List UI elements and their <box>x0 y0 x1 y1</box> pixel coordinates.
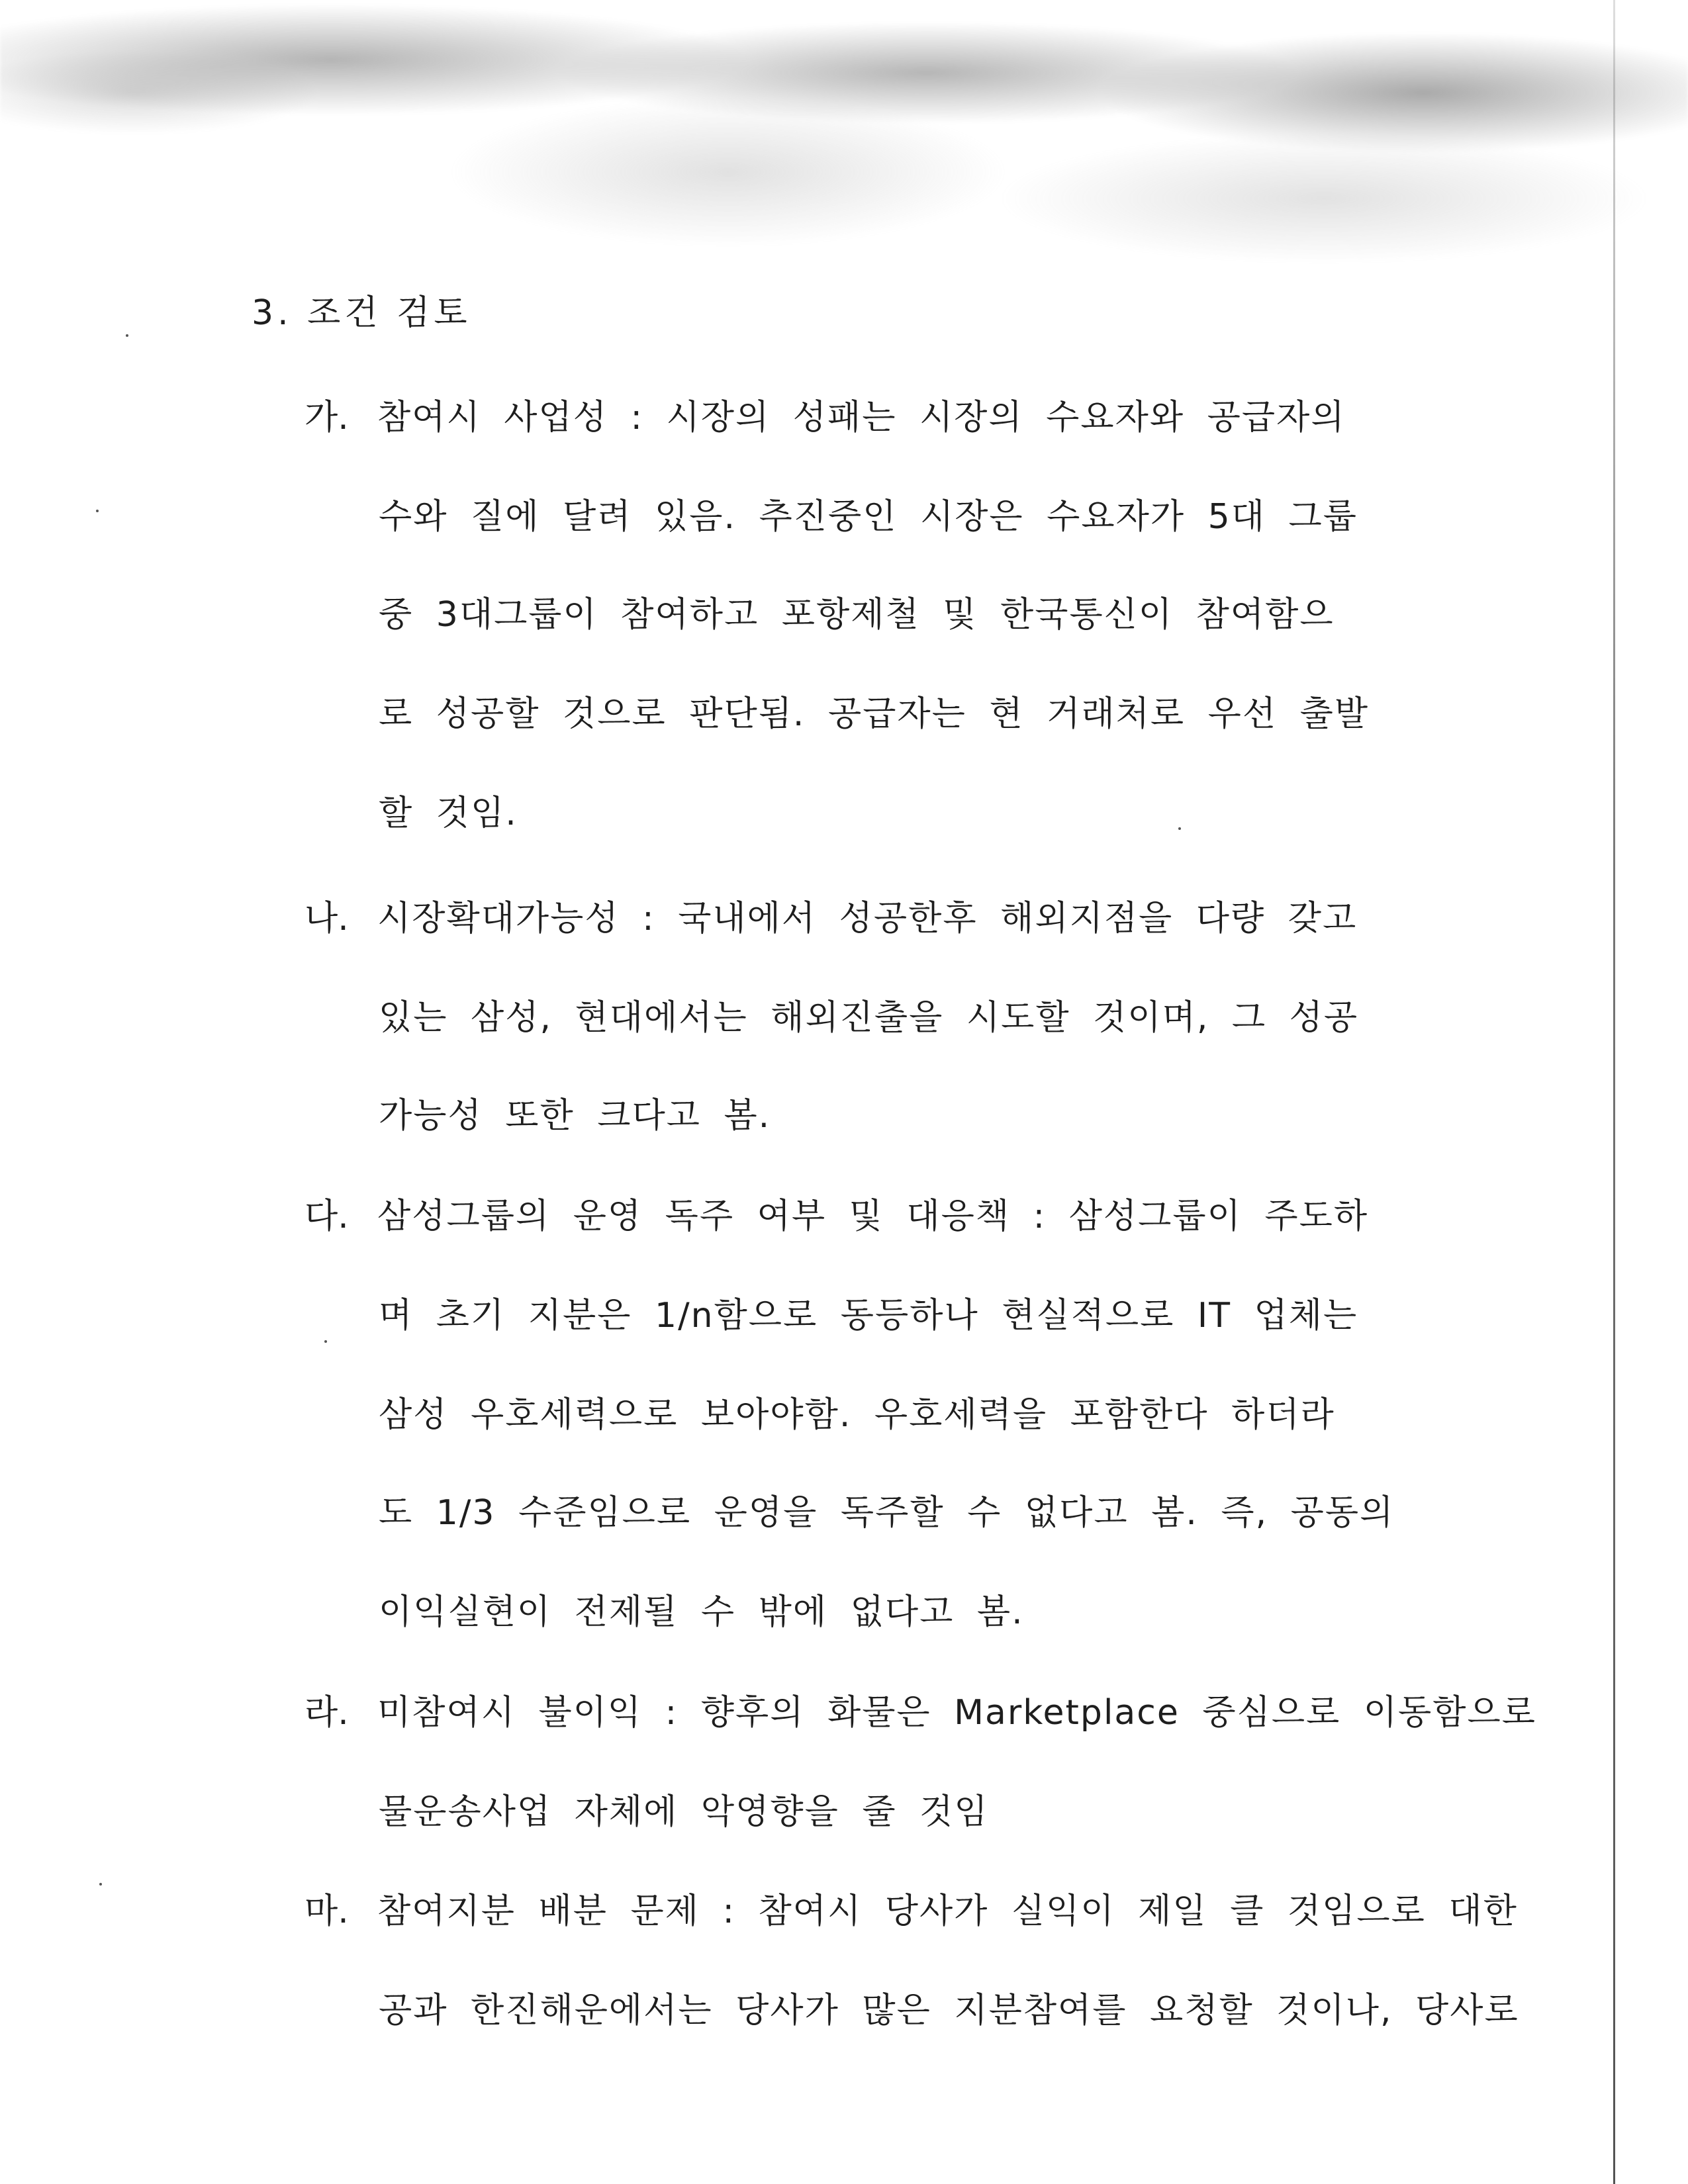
item-line: 로 성공할 것으로 판단됨. 공급자는 현 거래처로 우선 출발 <box>379 694 1370 734</box>
item-label: 마. <box>305 1891 349 1931</box>
scan-speck <box>96 510 99 512</box>
item-line: 수와 질에 달려 있음. 추진중인 시장은 수요자가 5대 그룹 <box>379 497 1358 537</box>
item-label: 다. <box>305 1197 349 1236</box>
list-item <box>305 901 1602 1153</box>
item-line: 삼성그룹의 운영 독주 여부 및 대응책 : 삼성그룹이 주도하 <box>377 1197 1369 1236</box>
list-item <box>305 1199 1602 1649</box>
list-item <box>305 1693 1602 1848</box>
item-line: 시장확대가능성 : 국내에서 성공한후 해외지점을 다량 갖고 <box>377 899 1358 938</box>
item-label: 가. <box>305 398 349 437</box>
section-heading: 3. 조건 검토 <box>252 293 471 333</box>
scan-speck <box>99 1883 102 1886</box>
item-line: 참여시 사업성 : 시장의 성패는 시장의 수요자와 공급자의 <box>377 398 1346 437</box>
item-line: 공과 한진해운에서는 당사가 많은 지분참여를 요청할 것이나, 당사로 <box>379 1991 1519 2030</box>
item-label: 나. <box>305 899 349 938</box>
item-line: 이익실현이 전제될 수 밖에 없다고 봄. <box>379 1592 1024 1632</box>
item-line: 도 1/3 수준임으로 운영을 독주할 수 없다고 봄. 즉, 공동의 <box>379 1493 1395 1533</box>
item-line: 가능성 또한 크다고 봄. <box>379 1096 771 1136</box>
item-line: 며 초기 지분은 1/n함으로 동등하나 현실적으로 IT 업체는 <box>379 1296 1358 1336</box>
item-line: 삼성 우호세력으로 보아야함. 우호세력을 포함한다 하더라 <box>379 1395 1335 1435</box>
item-line: 미참여시 불이익 : 향후의 화물은 Marketplace 중심으로 이동함으로 <box>377 1693 1536 1733</box>
item-line: 할 것임. <box>379 794 518 833</box>
item-line: 참여지분 배분 문제 : 참여시 당사가 실익이 제일 클 것임으로 대한 <box>377 1891 1518 1931</box>
scan-smudge <box>0 0 1688 278</box>
list-item <box>305 1891 1602 2046</box>
list-item <box>305 400 1602 850</box>
item-line: 있는 삼성, 현대에서는 해외진출을 시도할 것이며, 그 성공 <box>379 998 1359 1038</box>
scan-edge-line <box>1613 0 1615 2184</box>
item-line: 중 3대그룹이 참여하고 포항제철 및 한국통신이 참여함으 <box>379 595 1335 635</box>
item-label: 라. <box>305 1693 349 1733</box>
item-line: 물운송사업 자체에 악영향을 줄 것임 <box>379 1792 989 1832</box>
scan-speck <box>126 334 128 337</box>
